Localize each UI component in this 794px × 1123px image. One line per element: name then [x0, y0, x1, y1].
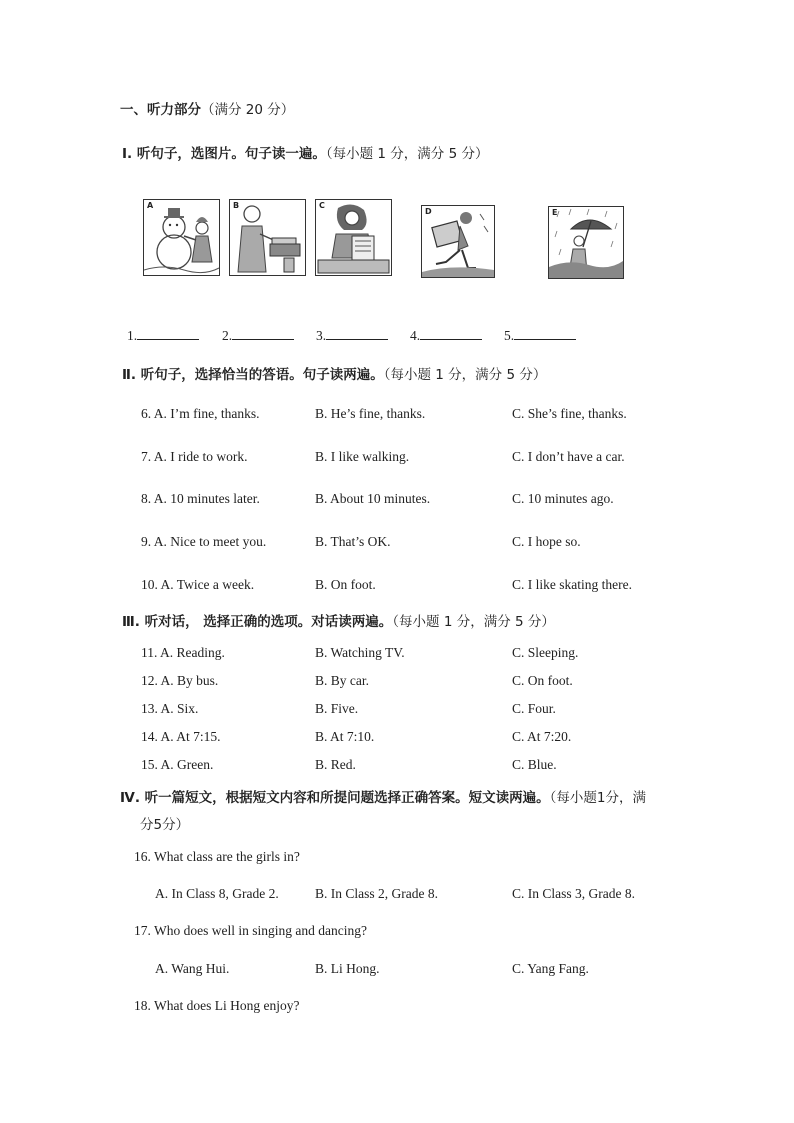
picture-a: A	[143, 199, 220, 276]
option-17c[interactable]: C. Yang Fang.	[512, 961, 589, 976]
picture-d: D	[421, 205, 495, 278]
option-6a[interactable]: 6. A. I’m fine, thanks.	[141, 406, 260, 421]
option-9a[interactable]: 9. A. Nice to meet you.	[141, 534, 267, 549]
option-11b[interactable]: B. Watching TV.	[315, 645, 405, 660]
option-7b[interactable]: B. I like walking.	[315, 449, 410, 464]
answer-blank-2[interactable]: 2.	[222, 327, 294, 344]
answer-blank-3[interactable]: 3.	[316, 327, 388, 344]
part-iv-heading: Ⅳ. 听一篇短文，根据短文内容和所提问题选择正确答案。短文读两遍。（每小题1分，满	[120, 790, 647, 806]
option-9b[interactable]: B. That’s OK.	[315, 534, 391, 549]
man-reading-icon	[230, 200, 305, 275]
option-14a[interactable]: 14. A. At 7:15.	[141, 729, 221, 744]
picture-e: E	[548, 206, 624, 279]
option-10b[interactable]: B. On foot.	[315, 577, 376, 592]
question-17: 17. Who does well in singing and dancing?	[134, 923, 367, 938]
picture-b: B	[229, 199, 306, 276]
option-11a[interactable]: 11. A. Reading.	[141, 645, 225, 660]
answer-blank-4[interactable]: 4.	[410, 327, 482, 344]
option-8c[interactable]: C. 10 minutes ago.	[512, 491, 614, 506]
part-i-heading: Ⅰ. 听句子，选图片。句子读一遍。（每小题 1 分，满分 5 分）	[122, 146, 489, 162]
part-iii-heading: Ⅲ. 听对话， 选择正确的选项。对话读两遍。（每小题 1 分，满分 5 分）	[122, 614, 555, 630]
option-17b[interactable]: B. Li Hong.	[315, 961, 380, 976]
option-15b[interactable]: B. Red.	[315, 757, 356, 772]
option-7c[interactable]: C. I don’t have a car.	[512, 449, 625, 464]
option-12a[interactable]: 12. A. By bus.	[141, 673, 219, 688]
boy-carrying-box-icon	[422, 206, 494, 277]
part-iv-heading-cont: 分5分）	[140, 817, 190, 833]
option-13b[interactable]: B. Five.	[315, 701, 359, 716]
option-15c[interactable]: C. Blue.	[512, 757, 557, 772]
option-8a[interactable]: 8. A. 10 minutes later.	[141, 491, 260, 506]
answer-blank-5[interactable]: 5.	[504, 327, 576, 344]
option-6b[interactable]: B. He’s fine, thanks.	[315, 406, 426, 421]
girl-umbrella-rain-icon	[549, 207, 623, 278]
snowman-girl-icon	[144, 200, 219, 275]
woman-newspaper-icon	[316, 200, 391, 275]
part-ii-heading: Ⅱ. 听句子，选择恰当的答语。句子读两遍。（每小题 1 分，满分 5 分）	[122, 367, 547, 383]
question-16: 16. What class are the girls in?	[134, 849, 300, 864]
question-18: 18. What does Li Hong enjoy?	[134, 998, 300, 1013]
option-10c[interactable]: C. I like skating there.	[512, 577, 632, 592]
option-14b[interactable]: B. At 7:10.	[315, 729, 375, 744]
option-12c[interactable]: C. On foot.	[512, 673, 573, 688]
option-16b[interactable]: B. In Class 2, Grade 8.	[315, 886, 438, 901]
option-10a[interactable]: 10. A. Twice a week.	[141, 577, 255, 592]
option-12b[interactable]: B. By car.	[315, 673, 369, 688]
option-11c[interactable]: C. Sleeping.	[512, 645, 579, 660]
option-13a[interactable]: 13. A. Six.	[141, 701, 199, 716]
option-16c[interactable]: C. In Class 3, Grade 8.	[512, 886, 635, 901]
option-16a[interactable]: A. In Class 8, Grade 2.	[155, 886, 279, 901]
option-15a[interactable]: 15. A. Green.	[141, 757, 214, 772]
option-17a[interactable]: A. Wang Hui.	[155, 961, 230, 976]
option-8b[interactable]: B. About 10 minutes.	[315, 491, 431, 506]
picture-c: C	[315, 199, 392, 276]
answer-blank-1[interactable]: 1.	[127, 327, 199, 344]
option-9c[interactable]: C. I hope so.	[512, 534, 581, 549]
option-13c[interactable]: C. Four.	[512, 701, 556, 716]
option-14c[interactable]: C. At 7:20.	[512, 729, 572, 744]
option-7a[interactable]: 7. A. I ride to work.	[141, 449, 248, 464]
option-6c[interactable]: C. She’s fine, thanks.	[512, 406, 627, 421]
section-title: 一、听力部分（满分 20 分）	[120, 102, 295, 118]
